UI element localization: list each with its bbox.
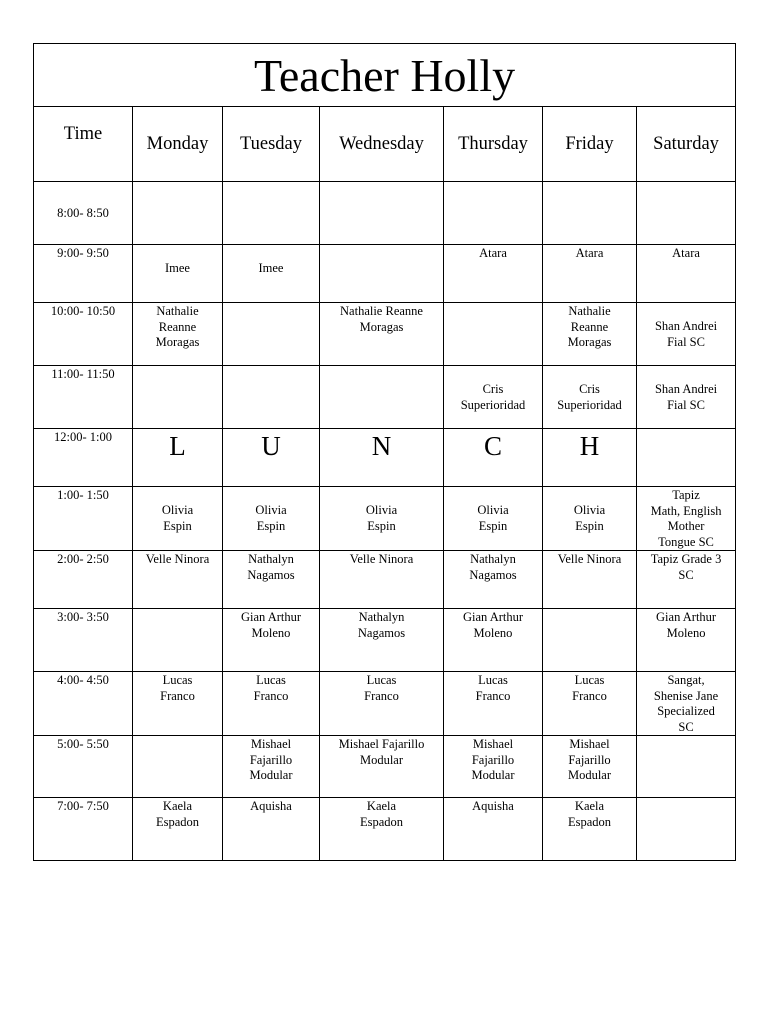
student-name-line: Nathalie — [156, 304, 199, 318]
lunch-letter: U — [223, 429, 320, 487]
student-name-line: Velle Ninora — [349, 552, 414, 566]
schedule-cell — [223, 487, 320, 551]
student-name-line: Franco — [160, 688, 195, 703]
student-name-line: Specialized — [657, 704, 715, 718]
schedule-cell — [133, 182, 223, 245]
student-name-line: Moleno — [473, 625, 513, 640]
student-name-line: Moragas — [155, 335, 200, 349]
student-name-line: Lucas — [256, 673, 286, 687]
student-name-line: Espadon — [359, 814, 404, 829]
student-name-line: Superioridad — [557, 397, 622, 412]
student-name-line: Modular — [567, 768, 612, 782]
schedule-cell — [223, 182, 320, 245]
student-name-line: Reanne — [570, 319, 609, 334]
day-header-friday: Friday — [543, 107, 637, 182]
time-slot: 9:00- 9:50 — [34, 245, 133, 303]
table-row — [34, 798, 736, 861]
student-name-line: Espadon — [567, 814, 612, 829]
student-name-line: Nathalyn — [248, 552, 294, 566]
schedule-cell — [320, 182, 444, 245]
student-name-line: Modular — [471, 768, 515, 782]
student-name-line: Cris — [579, 382, 600, 396]
student-name-line: Nathalie — [568, 304, 611, 318]
student-name-line: Espin — [478, 518, 508, 533]
table-row — [34, 551, 736, 609]
student-name-line: Tongue SC — [658, 534, 714, 549]
schedule-cell — [543, 551, 637, 609]
time-slot: 11:00- 11:50 — [34, 366, 133, 429]
student-name-line: Cris — [482, 382, 504, 396]
schedule-cell — [444, 798, 543, 861]
day-header-monday: Monday — [133, 107, 223, 182]
day-header-saturday: Saturday — [637, 107, 736, 182]
student-name-line: Lucas — [574, 673, 605, 687]
student-name-line: Fial SC — [667, 334, 705, 349]
schedule-cell — [543, 609, 637, 672]
day-header-wednesday: Wednesday — [320, 107, 444, 182]
schedule-cell — [133, 736, 223, 798]
schedule-cell — [133, 609, 223, 672]
student-name-line: Kaela — [574, 799, 605, 813]
student-name-line: Aquisha — [250, 799, 292, 813]
schedule-cell — [444, 303, 543, 366]
student-name-line: Kaela — [366, 799, 397, 813]
schedule-cell — [133, 366, 223, 429]
schedule-cell — [637, 798, 736, 861]
day-header-thursday: Thursday — [444, 107, 543, 182]
schedule-cell — [637, 182, 736, 245]
schedule-cell — [223, 798, 320, 861]
student-name-line: Atara — [479, 246, 507, 260]
schedule-cell — [444, 672, 543, 736]
header-row — [34, 107, 736, 182]
table-row — [34, 245, 736, 303]
student-name-line: Nagamos — [469, 567, 517, 582]
lunch-letter: H — [543, 429, 637, 487]
schedule-cell — [543, 182, 637, 245]
schedule-cell — [320, 736, 444, 798]
student-name-line: Nathalie Reanne — [340, 304, 423, 318]
student-name-line: Olivia — [573, 503, 606, 517]
time-column-header: Time — [34, 107, 133, 182]
student-name-line: Moleno — [251, 625, 291, 640]
student-name-line: Fajarillo — [249, 752, 293, 767]
student-name-line: Gian Arthur — [656, 610, 717, 624]
lunch-letter: L — [133, 429, 223, 487]
student-name-line: Reanne — [158, 319, 197, 334]
student-name-line: Shan Andrei — [654, 319, 718, 333]
student-name-line: Mother — [667, 519, 705, 533]
table-row — [34, 303, 736, 366]
schedule-cell — [320, 551, 444, 609]
table-row — [34, 182, 736, 245]
student-name-line: Sangat, — [667, 673, 705, 687]
schedule-cell — [320, 303, 444, 366]
schedule-cell — [223, 366, 320, 429]
student-name-line: Shan Andrei — [654, 382, 718, 396]
student-name-line: Fajarillo — [568, 752, 611, 767]
student-name-line: Moleno — [666, 625, 706, 640]
student-name-line: Math, English — [650, 503, 722, 518]
student-name-line: Moragas — [567, 335, 612, 349]
schedule-cell — [223, 245, 320, 303]
schedule-cell — [637, 366, 736, 429]
student-name-line: Mishael — [569, 737, 610, 751]
student-name-line: Fajarillo — [471, 752, 515, 767]
lunch-letter: C — [444, 429, 543, 487]
student-name-line: Moragas — [359, 319, 404, 334]
student-name-line: Lucas — [162, 673, 193, 687]
student-name-line: Atara — [575, 246, 604, 260]
schedule-table — [33, 43, 736, 861]
time-slot: 5:00- 5:50 — [34, 736, 133, 798]
schedule-cell — [444, 487, 543, 551]
student-name-line: Franco — [253, 688, 289, 703]
schedule-cell — [320, 798, 444, 861]
schedule-cell — [133, 245, 223, 303]
student-name-line: Imee — [165, 261, 190, 275]
student-name-line: Aquisha — [472, 799, 514, 813]
schedule-cell — [320, 487, 444, 551]
schedule-cell — [637, 609, 736, 672]
student-name-line: SC — [678, 567, 694, 582]
student-name-line: Mishael — [250, 737, 292, 751]
student-name-line: Lucas — [366, 673, 397, 687]
student-name-line: Tapiz — [672, 488, 700, 502]
student-name-line: Imee — [258, 261, 284, 275]
schedule-cell — [444, 245, 543, 303]
time-slot: 3:00- 3:50 — [34, 609, 133, 672]
schedule-cell — [637, 736, 736, 798]
student-name-line: Modular — [359, 752, 404, 767]
schedule-cell — [133, 798, 223, 861]
student-name-line: Nagamos — [357, 625, 406, 640]
student-name-line: Velle Ninora — [145, 552, 210, 566]
schedule-cell — [320, 366, 444, 429]
schedule-cell — [320, 245, 444, 303]
schedule-cell — [133, 487, 223, 551]
student-name-line: Fial SC — [667, 397, 705, 412]
time-slot: 7:00- 7:50 — [34, 798, 133, 861]
student-name-line: Nagamos — [247, 567, 295, 582]
table-row — [34, 366, 736, 429]
time-slot: 2:00- 2:50 — [34, 551, 133, 609]
schedule-cell — [637, 245, 736, 303]
lunch-letter: N — [320, 429, 444, 487]
time-slot: 10:00- 10:50 — [34, 303, 133, 366]
student-name-line: Lucas — [478, 673, 508, 687]
student-name-line: Olivia — [161, 503, 194, 517]
table-row — [34, 609, 736, 672]
time-slot: 8:00- 8:50 — [34, 182, 133, 245]
student-name-line: Espin — [367, 518, 396, 533]
student-name-line: Olivia — [477, 503, 509, 517]
student-name-line: Olivia — [365, 503, 398, 517]
schedule-cell — [223, 609, 320, 672]
student-name-line: Mishael Fajarillo — [338, 737, 425, 751]
schedule-cell — [133, 551, 223, 609]
schedule-cell — [320, 609, 444, 672]
student-name-line: Olivia — [255, 503, 287, 517]
student-name-line: Nathalyn — [470, 552, 516, 566]
schedule-cell — [223, 303, 320, 366]
student-name-line: Espin — [575, 518, 604, 533]
student-name-line: Superioridad — [460, 397, 526, 412]
lunch-letter — [637, 429, 736, 487]
table-row — [34, 736, 736, 798]
schedule-cell — [543, 303, 637, 366]
schedule-cell — [444, 736, 543, 798]
student-name-line: Tapiz Grade 3 — [650, 552, 722, 566]
student-name-line: Velle Ninora — [557, 552, 622, 566]
table-row — [34, 429, 736, 487]
schedule-cell — [223, 672, 320, 736]
student-name-line: Espadon — [155, 814, 200, 829]
schedule-cell — [133, 303, 223, 366]
student-name-line: Mishael — [472, 737, 514, 751]
schedule-cell — [444, 551, 543, 609]
schedule-cell — [543, 736, 637, 798]
schedule-cell — [637, 551, 736, 609]
schedule-cell — [444, 366, 543, 429]
page-title: Teacher Holly — [34, 44, 736, 107]
student-name-line: Franco — [364, 688, 399, 703]
student-name-line: Kaela — [162, 799, 193, 813]
student-name-line: SC — [678, 719, 694, 734]
time-slot: 12:00- 1:00 — [34, 429, 133, 487]
student-name-line: Franco — [475, 688, 511, 703]
schedule-cell — [444, 182, 543, 245]
student-name-line: Shenise Jane — [653, 688, 719, 703]
student-name-line: Nathalyn — [358, 610, 405, 624]
schedule-cell — [444, 609, 543, 672]
schedule-cell — [637, 672, 736, 736]
schedule-cell — [543, 366, 637, 429]
schedule-cell — [637, 487, 736, 551]
table-row — [34, 672, 736, 736]
time-slot: 1:00- 1:50 — [34, 487, 133, 551]
student-name-line: Atara — [672, 246, 700, 260]
schedule-cell — [133, 672, 223, 736]
schedule-cell — [223, 736, 320, 798]
student-name-line: Espin — [163, 518, 192, 533]
schedule-cell — [223, 551, 320, 609]
schedule-cell — [543, 487, 637, 551]
schedule-cell — [543, 672, 637, 736]
student-name-line: Modular — [249, 768, 293, 782]
schedule-cell — [543, 245, 637, 303]
table-row — [34, 487, 736, 551]
schedule-cell — [637, 303, 736, 366]
day-header-tuesday: Tuesday — [223, 107, 320, 182]
student-name-line: Espin — [256, 518, 286, 533]
student-name-line: Gian Arthur — [240, 610, 302, 624]
student-name-line: Franco — [572, 688, 607, 703]
time-slot: 4:00- 4:50 — [34, 672, 133, 736]
student-name-line: Gian Arthur — [462, 610, 524, 624]
schedule-cell — [320, 672, 444, 736]
schedule-cell — [543, 798, 637, 861]
